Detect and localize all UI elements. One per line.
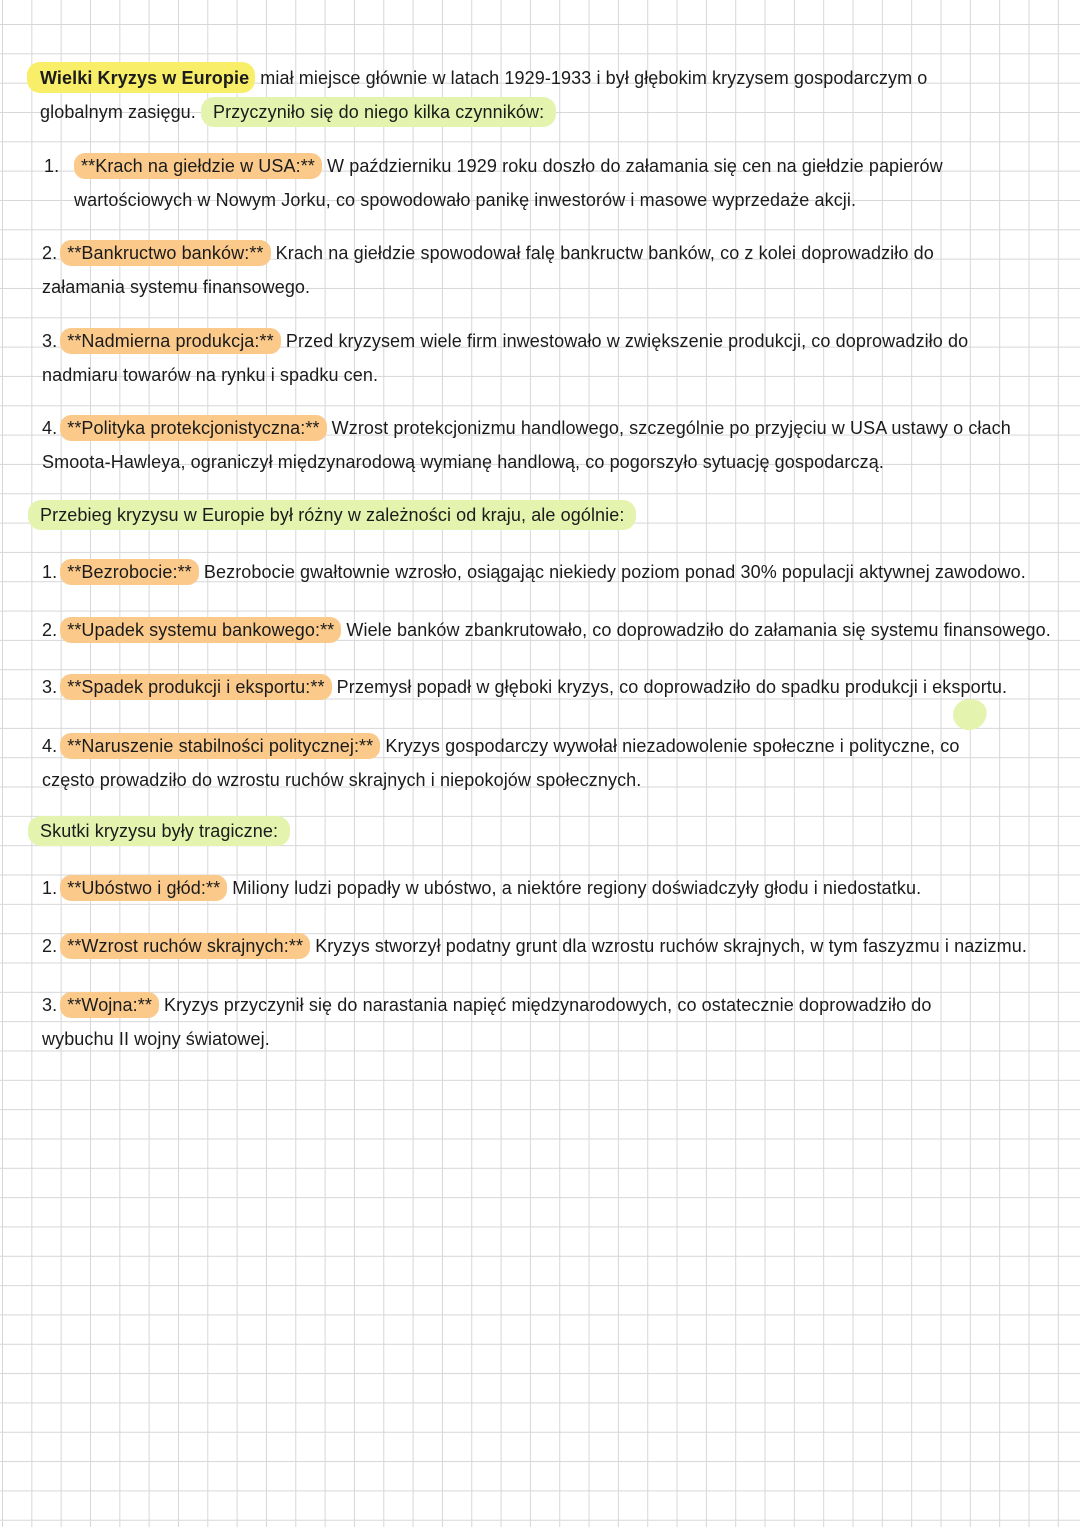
- item-number: 1.: [44, 156, 60, 176]
- item-number: 4.: [42, 418, 58, 438]
- list-item-course-1: [42, 555, 1026, 589]
- highlighted-term: **Polityka protekcjonistyczna:**: [60, 415, 326, 441]
- item-number: 2.: [42, 936, 58, 956]
- intro-text: miał miejsce głównie w latach 1929-1933 i był głębokim kryzysem gospodarczym o globalnym zasięgu.: [40, 68, 928, 122]
- highlighted-term: **Bezrobocie:**: [60, 559, 199, 585]
- item-number: 4.: [42, 736, 58, 756]
- item-text: W październiku 1929 roku doszło do załamania się cen na giełdzie papierów wartościowych w Nowym Jorku, co spowodowało panikę inwestorów i masowe wyprzedaże akcji.: [74, 156, 943, 210]
- item-text: Kryzys stworzył podatny grunt dla wzrostu ruchów skrajnych, w tym faszyzmu i nazizmu.: [310, 936, 1027, 956]
- course-heading: [40, 498, 636, 532]
- highlighted-term: **Spadek produkcji i eksportu:**: [60, 674, 331, 700]
- intro-title-highlight: Wielki Kryzys w Europie: [27, 62, 255, 93]
- item-text: Miliony ludzi popadły w ubóstwo, a niektóre regiony doświadczyły głodu i niedostatku.: [227, 878, 922, 898]
- heading-highlight: Skutki kryzysu były tragiczne:: [28, 816, 290, 846]
- highlighted-term: **Krach na giełdzie w USA:**: [74, 153, 322, 179]
- list-item-course-4: [42, 729, 1012, 797]
- item-text: Kryzys gospodarczy wywołał niezadowolenie społeczne i polityczne, co często prowadziło do wzrostu ruchów skrajnych i niepokojów społecznych.: [42, 736, 960, 790]
- list-item-effect-1: [42, 871, 921, 905]
- item-text: Wzrost protekcjonizmu handlowego, szczególnie po przyjęciu w USA ustawy o cłach Smoota-Hawleya, ograniczył międzynarodową wymianę handlową, co pogorszyło sytuację gospodarczą.: [42, 418, 1011, 472]
- highlighted-term: **Nadmierna produkcja:**: [60, 328, 281, 354]
- list-item-effect-2: [42, 929, 1027, 963]
- item-text: Przed kryzysem wiele firm inwestowało w zwiększenie produkcji, co doprowadziło do nadmiaru towarów na rynku i spadku cen.: [42, 331, 969, 385]
- intro-paragraph: [40, 61, 1015, 129]
- heading-highlight: Przebieg kryzysu w Europie był różny w zależności od kraju, ale ogólnie:: [28, 500, 636, 530]
- list-item-cause-2: [42, 236, 1002, 304]
- item-number: 3.: [42, 677, 58, 697]
- highlighted-term: **Ubóstwo i głód:**: [60, 875, 227, 901]
- item-number: 2.: [42, 620, 58, 640]
- list-item-cause-3: [42, 324, 1032, 392]
- item-number: 2.: [42, 243, 58, 263]
- effects-heading: [40, 814, 290, 848]
- item-text: Przemysł popadł w głęboki kryzys, co doprowadziło do spadku produkcji i eksportu.: [331, 677, 1008, 697]
- intro-note-highlight: Przyczyniło się do niego kilka czynników:: [201, 97, 556, 127]
- item-number: 1.: [42, 878, 58, 898]
- item-number: 3.: [42, 331, 58, 351]
- list-item-effect-3: [42, 988, 1007, 1056]
- list-item-course-2: [42, 613, 1051, 647]
- item-number: 1.: [42, 562, 58, 582]
- item-text: Krach na giełdzie spowodował falę bankructw banków, co z kolei doprowadziło do załamania systemu finansowego.: [42, 243, 934, 297]
- item-number: 3.: [42, 995, 58, 1015]
- highlighted-term: **Wojna:**: [60, 992, 159, 1018]
- highlighted-term: **Bankructwo banków:**: [60, 240, 270, 266]
- list-item-cause-4: [42, 411, 1022, 479]
- highlighted-term: **Naruszenie stabilności politycznej:**: [60, 733, 380, 759]
- list-item-cause-1: [44, 149, 1044, 217]
- item-text: Bezrobocie gwałtownie wzrosło, osiągając niekiedy poziom ponad 30% populacji aktywnej zawodowo.: [198, 562, 1026, 582]
- list-item-course-3: [42, 670, 1007, 704]
- highlighted-term: **Upadek systemu bankowego:**: [60, 617, 341, 643]
- highlighted-term: **Wzrost ruchów skrajnych:**: [60, 933, 310, 959]
- item-text: Wiele banków zbankrutowało, co doprowadziło do załamania się systemu finansowego.: [341, 620, 1051, 640]
- item-text: Kryzys przyczynił się do narastania napięć międzynarodowych, co ostatecznie doprowadziło do wybuchu II wojny światowej.: [42, 995, 932, 1049]
